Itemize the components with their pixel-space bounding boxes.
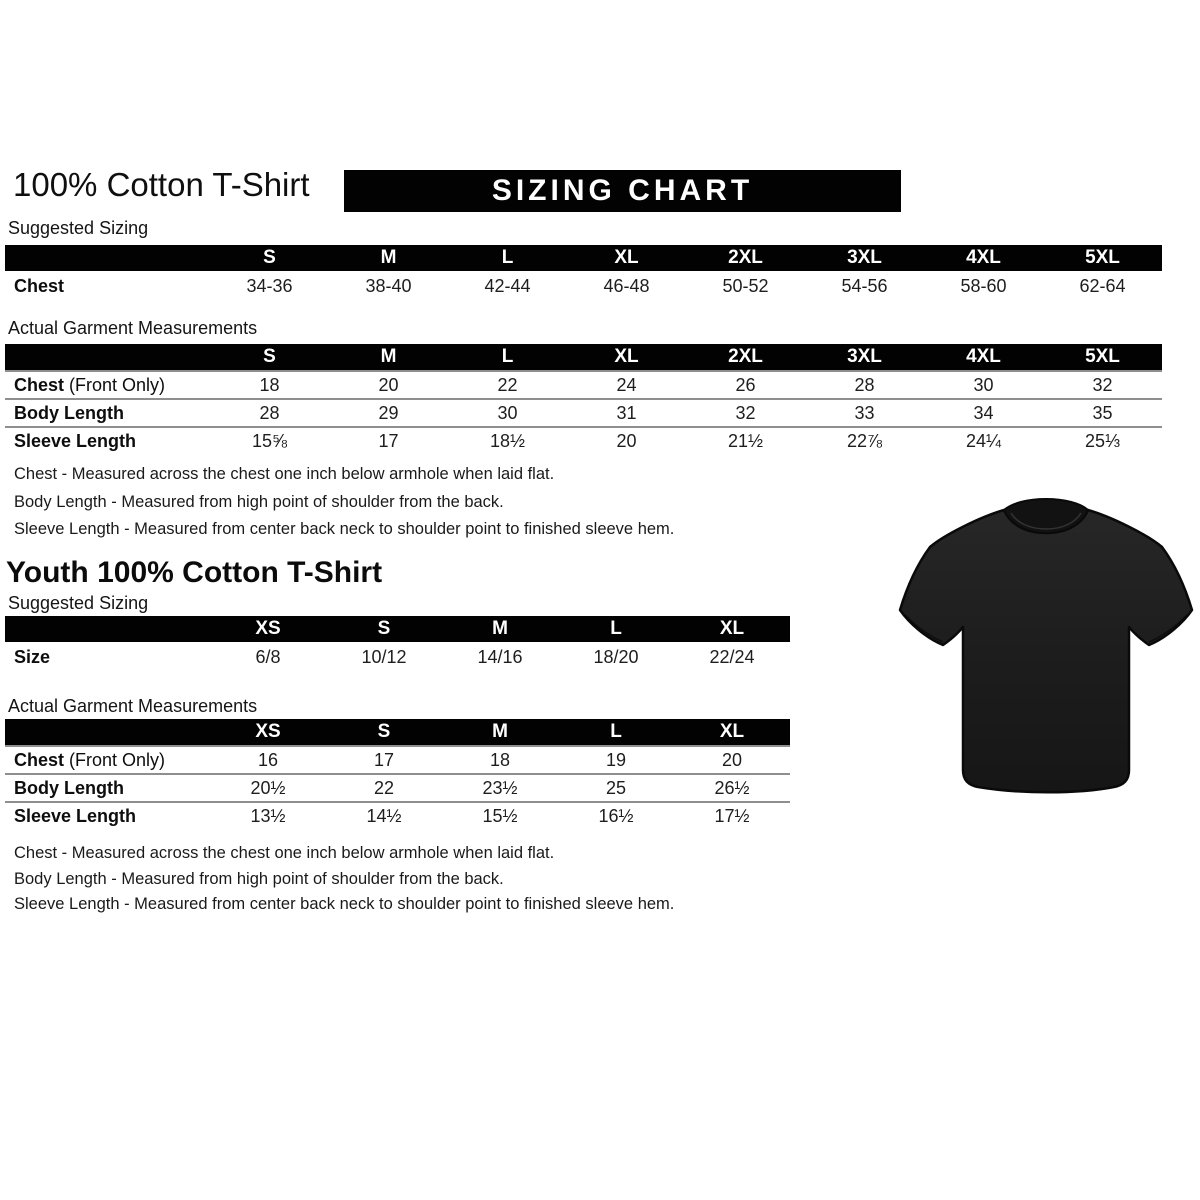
measurement-value: 35 (1092, 402, 1113, 423)
size-header-cell: 3XL (805, 344, 924, 371)
measurement-value: 15⅝ (251, 430, 288, 451)
note-line: Chest - Measured across the chest one inch below armhole when laid flat. (14, 844, 555, 862)
size-header-cell: 4XL (924, 344, 1043, 371)
size-header-cell: XL (567, 245, 686, 271)
measurement-value: 22 (497, 374, 518, 395)
row-label (5, 371, 210, 399)
size-header-row (5, 616, 790, 642)
size-header-cell: XS (210, 719, 326, 746)
measurement-value: 28 (854, 374, 875, 395)
youth-title: Youth 100% Cotton T-Shirt (6, 556, 383, 589)
row-label: Size (14, 646, 51, 667)
size-header-cell: S (210, 344, 329, 371)
size-header-cell: 2XL (686, 245, 805, 271)
measurement-value: 18 (259, 374, 280, 395)
measurement-value: 29 (378, 402, 399, 423)
measurement-value: 16 (257, 749, 279, 770)
measurement-value: 17½ (714, 805, 750, 826)
size-header-cell: XS (210, 616, 326, 642)
sleeve-length-row (5, 802, 790, 829)
note-line: Body Length - Measured from high point of shoulder from the back. (14, 869, 504, 888)
measurement-value: 18/20 (593, 646, 639, 667)
youth-notes (14, 841, 674, 918)
size-header-spacer (5, 245, 210, 271)
measurement-value: 17 (373, 749, 395, 770)
youth-suggested-heading: Suggested Sizing (8, 593, 149, 613)
size-header-cell: M (329, 245, 448, 271)
measurement-value: 17 (378, 430, 399, 451)
measurement-value: 25⅓ (1084, 430, 1121, 451)
size-header-cell: S (326, 616, 442, 642)
measurement-value: 16½ (598, 805, 634, 826)
measurement-value: 20 (721, 749, 743, 770)
measurement-value: 20 (616, 430, 637, 451)
row-label: Sleeve Length (14, 430, 137, 451)
measurement-value: 28 (259, 402, 280, 423)
adult-suggested-heading: Suggested Sizing (8, 218, 149, 238)
row-label: Sleeve Length (14, 805, 137, 826)
size-header-cell: 3XL (805, 245, 924, 271)
measurement-value: 34-36 (246, 275, 293, 296)
measurement-value: 25 (605, 777, 627, 798)
measurement-value: 22⅞ (846, 430, 883, 451)
measurement-value: 22 (373, 777, 395, 798)
youth-suggested-table (5, 616, 790, 672)
size-header-cell: L (558, 616, 674, 642)
size-header-row (5, 344, 1162, 371)
measurement-value: 23½ (482, 777, 518, 798)
size-header-cell: S (326, 719, 442, 746)
note-line: Body Length - Measured from high point of shoulder from the back. (14, 492, 504, 511)
measurement-value: 30 (973, 374, 994, 395)
measurement-value: 33 (854, 402, 875, 423)
size-header-cell: M (442, 719, 558, 746)
size-header-cell: S (210, 245, 329, 271)
adult-suggested-table (5, 245, 1162, 301)
size-header-cell: 5XL (1043, 245, 1162, 271)
measurement-value: 22/24 (709, 646, 755, 667)
row-label: Chest (14, 275, 65, 296)
body-length-row (5, 399, 1162, 427)
measurement-value: 15½ (482, 805, 518, 826)
size-header-cell: 5XL (1043, 344, 1162, 371)
adult-garment-heading: Actual Garment Measurements (8, 318, 258, 338)
chest-suggested-row (5, 271, 1162, 301)
body-length-row (5, 774, 790, 802)
measurement-value: 21½ (727, 430, 764, 451)
size-header-spacer (5, 616, 210, 642)
measurement-value: 14½ (366, 805, 402, 826)
adult-notes (14, 461, 674, 544)
row-label: Body Length (14, 777, 124, 798)
measurement-value: 20 (378, 374, 399, 395)
size-header-cell: 4XL (924, 245, 1043, 271)
size-header-cell: M (329, 344, 448, 371)
size-header-cell: XL (567, 344, 686, 371)
measurement-value: 32 (1092, 374, 1113, 395)
row-label: Body Length (14, 402, 124, 423)
measurement-value: 18½ (489, 430, 526, 451)
note-line: Sleeve Length - Measured from center back neck to shoulder point to finished sleeve hem. (14, 520, 675, 538)
row-label-main: Chest (14, 374, 65, 395)
youth-garment-heading: Actual Garment Measurements (8, 696, 258, 716)
note-line: Chest - Measured across the chest one inch below armhole when laid flat. (14, 465, 555, 483)
size-header-spacer (5, 719, 210, 746)
measurement-value: 54-56 (841, 275, 888, 296)
note-line: Sleeve Length - Measured from center back neck to shoulder point to finished sleeve hem. (14, 895, 675, 913)
measurement-value: 26 (735, 374, 756, 395)
measurement-value: 62-64 (1079, 275, 1126, 296)
measurement-value: 19 (605, 749, 627, 770)
size-header-cell: XL (674, 616, 790, 642)
size-header-cell: M (442, 616, 558, 642)
adult-garment-table (5, 344, 1162, 454)
youth-garment-table (5, 719, 790, 829)
measurement-value: 13½ (250, 805, 286, 826)
size-header-cell: L (448, 245, 567, 271)
size-header-row (5, 245, 1162, 271)
size-header-cell: 2XL (686, 344, 805, 371)
tshirt-body (900, 510, 1192, 792)
chest-garment-row (5, 746, 790, 774)
measurement-value: 50-52 (722, 275, 769, 296)
sleeve-length-row (5, 427, 1162, 454)
measurement-value: 24¼ (965, 430, 1002, 451)
row-label (5, 746, 210, 774)
measurement-value: 58-60 (960, 275, 1007, 296)
measurement-value: 32 (735, 402, 756, 423)
measurement-value: 46-48 (603, 275, 650, 296)
size-header-cell: XL (674, 719, 790, 746)
size-header-cell: L (558, 719, 674, 746)
size-header-cell: L (448, 344, 567, 371)
measurement-value: 20½ (250, 777, 286, 798)
measurement-value: 38-40 (365, 275, 412, 296)
measurement-value: 31 (616, 402, 637, 423)
row-label-suffix: (Front Only) (64, 374, 166, 395)
row-label-suffix: (Front Only) (64, 749, 166, 770)
measurement-value: 6/8 (255, 646, 281, 667)
black-tshirt-image (893, 486, 1199, 802)
chest-garment-row (5, 371, 1162, 399)
measurement-value: 14/16 (477, 646, 523, 667)
measurement-value: 10/12 (361, 646, 407, 667)
measurement-value: 18 (489, 749, 511, 770)
size-header-spacer (5, 344, 210, 371)
row-label-main: Chest (14, 749, 65, 770)
size-header-row (5, 719, 790, 746)
adult-title: 100% Cotton T-Shirt (13, 166, 310, 203)
measurement-value: 24 (616, 374, 637, 395)
measurement-value: 30 (497, 402, 518, 423)
size-suggested-row (5, 642, 790, 672)
sizing-chart-banner: SIZING CHART (344, 170, 901, 212)
measurement-value: 26½ (714, 777, 750, 798)
measurement-value: 34 (973, 402, 994, 423)
measurement-value: 42-44 (484, 275, 531, 296)
